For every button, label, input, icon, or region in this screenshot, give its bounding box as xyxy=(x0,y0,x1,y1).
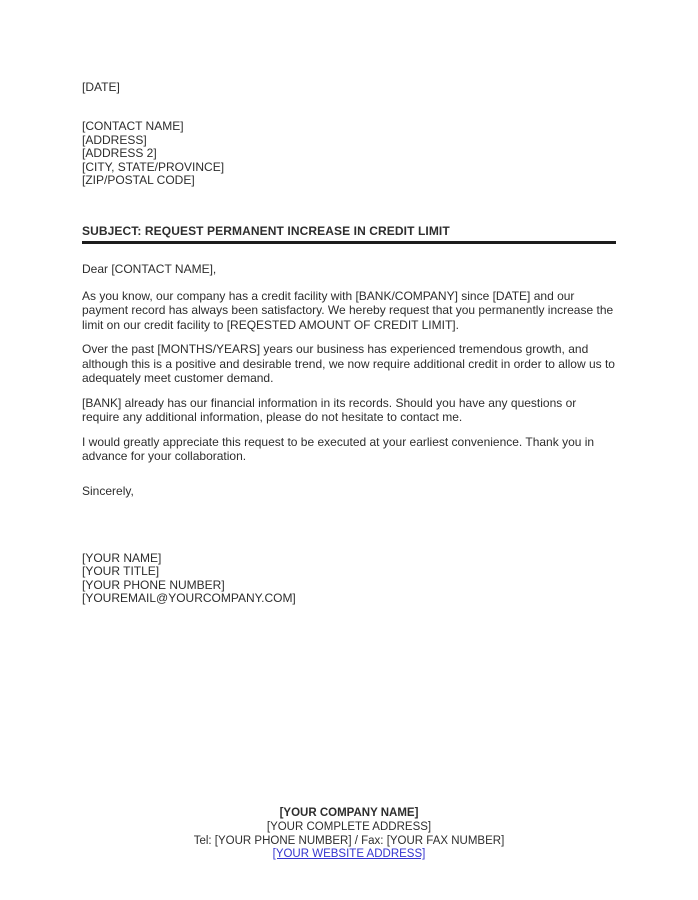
body-paragraph-1: As you know, our company has a credit facility with [BANK/COMPANY] since [DATE] and our payment record has always been satisfactory. We hereby request that you permanently increase the limit on our credit facility to [REQESTED AMOUNT OF CREDIT LIMIT]. xyxy=(82,288,614,332)
recipient-line-zip: [ZIP/POSTAL CODE] xyxy=(82,173,195,187)
page-footer xyxy=(0,807,698,862)
recipient-block xyxy=(82,120,616,188)
subject-heading: SUBJECT: REQUEST PERMANENT INCREASE IN CREDIT LIMIT xyxy=(82,223,450,238)
date-line: [DATE] xyxy=(82,80,120,94)
body-paragraph-4: I would greatly appreciate this request to be executed at your earliest convenience. Thank you in advance for your collaboration. xyxy=(82,434,595,463)
recipient-line-address: [ADDRESS] xyxy=(82,132,147,147)
recipient-line-address2: [ADDRESS 2] xyxy=(82,146,157,160)
subject-underline-rule xyxy=(82,241,616,244)
footer-company-address: [YOUR COMPLETE ADDRESS] xyxy=(266,820,432,833)
signature-line-phone: [YOUR PHONE NUMBER] xyxy=(82,577,225,592)
signature-block xyxy=(82,552,616,606)
closing: Sincerely, xyxy=(82,483,134,498)
salutation: Dear [CONTACT NAME], xyxy=(82,261,217,276)
recipient-line-contact-name: [CONTACT NAME] xyxy=(82,119,184,133)
recipient-line-city-state: [CITY, STATE/PROVINCE] xyxy=(82,159,225,174)
signature-line-title: [YOUR TITLE] xyxy=(82,564,160,578)
footer-website-link[interactable]: [YOUR WEBSITE ADDRESS] xyxy=(272,848,426,861)
body-paragraph-2: Over the past [MONTHS/YEARS] years our business has experienced tremendous growth, and although this is a positive and desirable trend, we now require additional credit in order to allow us to adequately meet customer demand. xyxy=(82,342,615,385)
footer-tel-fax-line: Tel: [YOUR PHONE NUMBER] / Fax: [YOUR FAX NUMBER] xyxy=(193,834,505,847)
signature-line-email: [YOUREMAIL@YOURCOMPANY.COM] xyxy=(82,591,296,605)
signature-line-name: [YOUR NAME] xyxy=(82,550,162,565)
footer-company-name: [YOUR COMPANY NAME] xyxy=(279,807,419,819)
body-paragraph-3: [BANK] already has our financial information in its records. Should you have any questions or require any additional information, please do not hesitate to contact me. xyxy=(82,395,577,424)
